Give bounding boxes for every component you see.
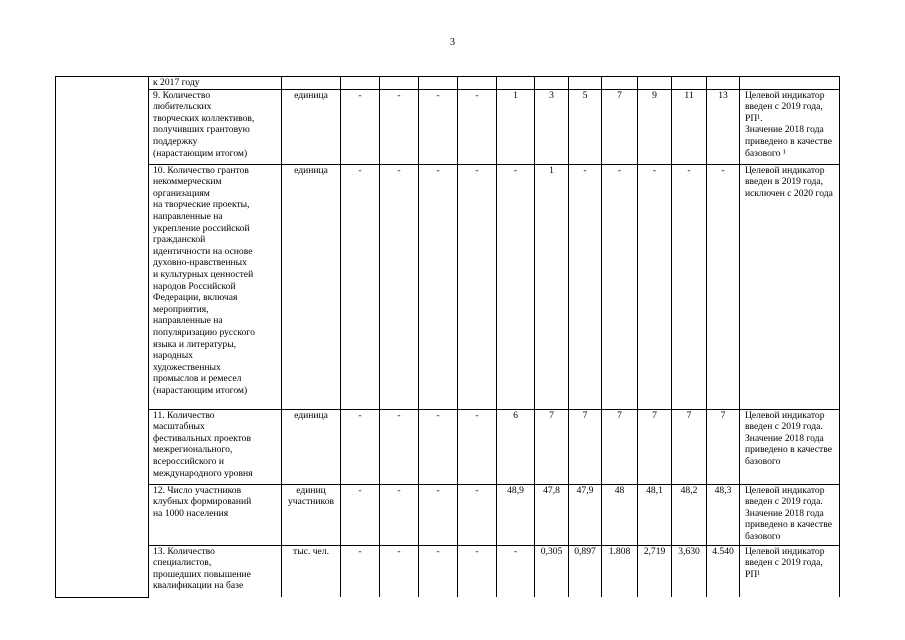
unit-cell: единица xyxy=(282,89,341,164)
value-cell: - xyxy=(638,164,672,409)
value-cell: - xyxy=(419,89,458,164)
value-cell: - xyxy=(341,484,380,545)
value-cell: 7 xyxy=(569,409,602,484)
value-cell: - xyxy=(341,89,380,164)
table-row xyxy=(56,409,840,484)
unit-cell: единица xyxy=(282,164,341,409)
value-cell: 47,8 xyxy=(535,484,569,545)
indicators-table xyxy=(55,76,840,598)
value-cell: - xyxy=(458,164,497,409)
indicator-name: 9. Количество любительских творческих коллективов, получивших грантовую поддержку (нарастающим итогом) xyxy=(149,89,282,164)
indicator-name: 11. Количество масштабных фестивальных проектов межрегионального, всероссийского и международного уровня xyxy=(149,409,282,484)
value-cell: 48 xyxy=(602,484,638,545)
value-cell: 48,2 xyxy=(672,484,707,545)
value-cell: 4.540 xyxy=(707,545,740,597)
value-cell: 6 xyxy=(497,409,535,484)
table-row xyxy=(56,545,840,597)
value-cell: 1 xyxy=(497,89,535,164)
table-row xyxy=(56,164,840,409)
value-cell: 3,630 xyxy=(672,545,707,597)
value-cell: - xyxy=(341,545,380,597)
value-cell: - xyxy=(380,484,419,545)
value-cell: 48,1 xyxy=(638,484,672,545)
value-cell: 48,9 xyxy=(497,484,535,545)
value-cell: 0,897 xyxy=(569,545,602,597)
value-cell: - xyxy=(569,164,602,409)
value-cell: 5 xyxy=(569,89,602,164)
value-cell: 47,9 xyxy=(569,484,602,545)
indicator-name: 12. Число участников клубных формирований на 1000 населения xyxy=(149,484,282,545)
value-cell: - xyxy=(419,164,458,409)
table-row xyxy=(56,484,840,545)
value-cell: - xyxy=(707,164,740,409)
continuation-cell: к 2017 году xyxy=(149,77,282,90)
value-cell: - xyxy=(380,89,419,164)
value-cell: 7 xyxy=(707,409,740,484)
value-cell: - xyxy=(458,545,497,597)
value-cell: - xyxy=(458,409,497,484)
table-row xyxy=(56,89,840,164)
value-cell: 7 xyxy=(602,409,638,484)
value-cell: - xyxy=(341,409,380,484)
indicator-name: 13. Количество специалистов, прошедших повышение квалификации на базе xyxy=(149,545,282,597)
value-cell: 48,3 xyxy=(707,484,740,545)
value-cell: 1.808 xyxy=(602,545,638,597)
value-cell: - xyxy=(602,164,638,409)
value-cell: 1 xyxy=(535,164,569,409)
note-cell: Целевой индикатор введен с 2019 года, РП¹ xyxy=(740,545,840,597)
value-cell: 7 xyxy=(638,409,672,484)
page-number: 3 xyxy=(450,37,455,48)
note-cell: Целевой индикатор введен с 2019 года. Значение 2018 года приведено в качестве базового xyxy=(740,484,840,545)
value-cell: 9 xyxy=(638,89,672,164)
value-cell: 13 xyxy=(707,89,740,164)
value-cell: 7 xyxy=(602,89,638,164)
indicator-name: 10. Количество грантов некоммерческим организациям на творческие проекты, направленные на укрепление российской гражданской идентичности на основе духовно-нравственных и культурных ценностей народов Российской Федерации, включая мероприятия, направленные на популяризацию русского языка и литературы, народных художественных промыслов и ремесел (нарастающим итогом) xyxy=(149,164,282,409)
table-row-continuation xyxy=(56,77,840,90)
value-cell: - xyxy=(380,409,419,484)
note-cell: Целевой индикатор введен с 2019 года. Значение 2018 года приведено в качестве базового xyxy=(740,409,840,484)
value-cell: - xyxy=(419,545,458,597)
value-cell: - xyxy=(458,89,497,164)
value-cell: 2,719 xyxy=(638,545,672,597)
value-cell: - xyxy=(497,164,535,409)
value-cell: - xyxy=(380,164,419,409)
unit-cell: единиц участников xyxy=(282,484,341,545)
note-cell: Целевой индикатор введен с 2019 года, РП¹. Значение 2018 года приведено в качестве базового ¹ xyxy=(740,89,840,164)
value-cell: - xyxy=(419,409,458,484)
value-cell: 7 xyxy=(535,409,569,484)
left-empty-cell xyxy=(56,77,149,598)
value-cell: 7 xyxy=(672,409,707,484)
value-cell: - xyxy=(458,484,497,545)
value-cell: 11 xyxy=(672,89,707,164)
value-cell: - xyxy=(497,545,535,597)
value-cell: - xyxy=(672,164,707,409)
note-cell: Целевой индикатор введен в 2019 года, исключен с 2020 года xyxy=(740,164,840,409)
unit-cell: единица xyxy=(282,409,341,484)
value-cell: - xyxy=(419,484,458,545)
value-cell: 3 xyxy=(535,89,569,164)
value-cell: - xyxy=(341,164,380,409)
value-cell: - xyxy=(380,545,419,597)
value-cell: 0,305 xyxy=(535,545,569,597)
unit-cell: тыс. чел. xyxy=(282,545,341,597)
